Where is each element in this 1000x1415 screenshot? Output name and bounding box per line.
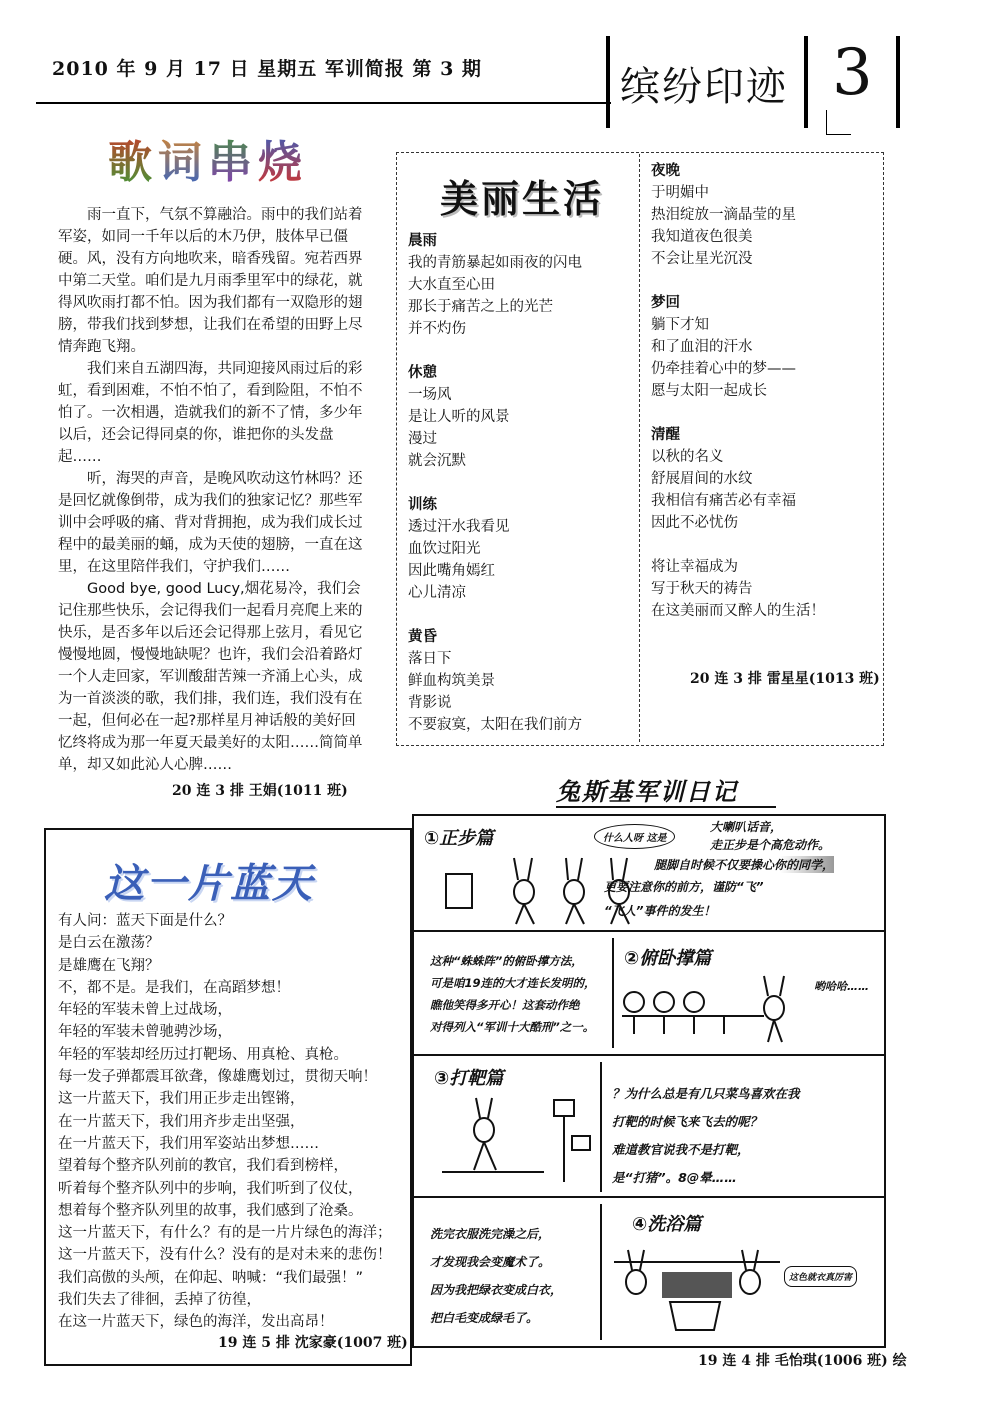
poem-line: 将让幸福成为 <box>651 559 738 575</box>
header-rule <box>36 102 611 104</box>
poem-signature: 20 连 3 排 雷星星(1013 班) <box>690 671 880 687</box>
poem-section-heading: 夜晚 <box>651 163 680 179</box>
poem-line: 鲜血构筑美景 <box>408 673 495 689</box>
poem-stanza-gap <box>408 736 636 758</box>
poem-line: 透过汗水我看见 <box>408 519 510 535</box>
comic-caption-line: 把白毛变成绿毛了。 <box>430 1311 539 1325</box>
panel-1-text: 大喇叭话音， <box>710 820 783 834</box>
comic-caption-line: 洗完衣服洗完澡之后， <box>430 1227 551 1241</box>
comic-panel-3 <box>412 1054 886 1200</box>
column-divider <box>639 154 640 742</box>
page-number: 3 <box>832 36 873 110</box>
poem-line: 不要寂寞，太阳在我们前方 <box>408 717 582 733</box>
lyrics-title-char: 歌 <box>108 126 158 190</box>
blue-sky-line: 在一片蓝天下，我们用齐步走出坚强， <box>58 1113 305 1130</box>
poem-line: 那长于痛苦之上的光芒 <box>408 299 553 315</box>
panel-1-text: “飞人”事件的发生！ <box>604 904 716 918</box>
poem-line: 我知道夜色很美 <box>651 229 753 245</box>
lyrics-paragraph: 听，海哭的声音，是晚风吹动这竹林吗？还是回忆就像倒带，成为我们的独家记忆？那些军训中会呼吸的痛、背对背拥抱，成为我们成长过程中的最美丽的蛹，成为天使的翅膀，一直在这里，在这里陪伴我们，守护我们…… <box>58 471 363 575</box>
panel-2-title: ②俯卧撑篇 <box>624 948 712 969</box>
poem-line: 愿与太阳一起成长 <box>651 383 767 399</box>
laundry-drawing <box>610 1232 786 1342</box>
poem-stanza-gap <box>651 402 877 424</box>
lyrics-paragraph: 我们来自五湖四海，共同迎接风雨过后的彩虹，看到困难，不怕不怕了，看到险阻，不怕不怕了。一次相遇，造就我们的新不了情，多少年以后，还会记得同桌的你，谁把你的头发盘起…… <box>58 361 363 465</box>
blue-sky-line: 不，都不是。是我们，在高蹈梦想！ <box>58 979 290 996</box>
beautiful-life-title: 美丽生活 <box>440 176 605 221</box>
comic-panel-4 <box>412 1196 886 1348</box>
panel-1-title: ①正步篇 <box>424 828 494 849</box>
poem-line: 落日下 <box>408 651 452 667</box>
header-divider <box>896 36 900 128</box>
poem-line: 在这美丽而又醉人的生活！ <box>651 603 825 619</box>
comic-caption-line: 这种“蛛蛛阵”的俯卧撑方法， <box>430 954 583 968</box>
blue-sky-signature: 19 连 5 排 沈家豪(1007 班) <box>218 1335 408 1351</box>
lyrics-title <box>108 126 308 190</box>
poem-line: 仍牵挂着心中的梦—— <box>651 361 796 377</box>
corner-mark <box>826 110 851 135</box>
panel-1-speech-bubble: 什么人呀 这是 <box>594 824 675 849</box>
lyrics-title-char: 串 <box>208 126 258 190</box>
blue-sky-line: 我们失去了徘徊，丢掉了彷徨， <box>58 1292 261 1309</box>
poem-section-heading: 晨雨 <box>408 233 437 249</box>
blue-sky-line: 是雄鹰在飞翔？ <box>58 957 160 974</box>
poem-stanza-gap <box>651 270 877 292</box>
blue-sky-line: 这一片蓝天下，我们用正步走出铿锵， <box>58 1091 305 1108</box>
poem-line: 于明媚中 <box>651 185 709 201</box>
poem-line: 一场风 <box>408 387 452 403</box>
blue-sky-line: 在一片蓝天下，我们用军姿站出梦想…… <box>58 1135 319 1152</box>
blue-sky-body <box>58 910 406 1334</box>
panel-3-title: ③打靶篇 <box>434 1068 504 1089</box>
poem-stanza-gap <box>408 604 636 626</box>
poem-left-column <box>408 230 636 758</box>
poem-section-heading: 清醒 <box>651 427 680 443</box>
blue-sky-line: 每一发子弹都震耳欲聋，像雄鹰划过，贯彻天响！ <box>58 1069 377 1086</box>
poem-line: 我的青筋暴起如雨夜的闪电 <box>408 255 582 271</box>
comic-panel-1 <box>412 814 886 934</box>
header-divider <box>606 36 610 128</box>
lyrics-title-text <box>108 126 308 190</box>
poem-line: 躺下才知 <box>651 317 709 333</box>
poem-section-heading: 训练 <box>408 497 437 513</box>
panel-4-title: ④洗浴篇 <box>632 1214 702 1235</box>
panel-4-speech-bubble: 这色就衣真厉害 <box>784 1266 857 1287</box>
panel-divider <box>600 1204 602 1340</box>
sign-board <box>446 874 472 908</box>
blue-sky-line: 这一片蓝天下，没有什么？没有的是对未来的悲伤！ <box>58 1247 392 1264</box>
poem-line: 背影说 <box>408 695 452 711</box>
blue-sky-line: 年轻的军装未曾驰骋沙场， <box>58 1024 232 1041</box>
comic-caption-line: 难道教官说我不是打靶， <box>612 1142 750 1157</box>
poem-section-heading: 休憩 <box>408 365 437 381</box>
poem-line: 和了血泪的汗水 <box>651 339 753 355</box>
poem-section-heading: 梦回 <box>651 295 680 311</box>
header-divider <box>804 36 808 128</box>
blue-sky-line: 是白云在激荡？ <box>58 935 160 952</box>
poem-line: 心儿清凉 <box>408 585 466 601</box>
poem-stanza-gap <box>651 534 877 556</box>
lyrics-signature: 20 连 3 排 王娟(1011 班) <box>172 783 348 799</box>
panel-1-text: 走正步是个高危动作。 <box>710 838 831 852</box>
pushup-drawing <box>614 972 804 1052</box>
comic-panel-2 <box>412 930 886 1058</box>
blue-sky-line: 望着每个整齐队列前的教官，我们看到榜样， <box>58 1158 348 1175</box>
poem-line: 是让人听的风景 <box>408 409 510 425</box>
poem-line: 舒展眉间的水纹 <box>651 471 753 487</box>
poem-line: 就会沉默 <box>408 453 466 469</box>
panel-2-text <box>430 950 620 1038</box>
blue-sky-line: 在这一片蓝天下，绿色的海洋，发出高昂！ <box>58 1314 334 1331</box>
panel-3-text <box>612 1080 880 1192</box>
lyrics-paragraph: 雨一直下，气氛不算融洽。雨中的我们站着军姿，如同一千年以后的木乃伊，肢体早已僵硬。风，没有方向地吹来，暗香残留。宛若西界中第二天堂。咱们是九月雨季里军中的绿花，就得风吹雨打都不怕。因为我们都有一双隐形的翅膀，带我们找到梦想，让我们在希望的田野上尽情奔跑飞翔。 <box>58 207 363 355</box>
comic-caption-line: 可是咱19连的大才连长发明的， <box>430 976 596 990</box>
blue-sky-line: 想着每个整齐队列里的故事，我们感到了沧桑。 <box>58 1202 363 1219</box>
panel-1-text: 腿脚自时候不仅要操心你的同学， <box>654 858 835 872</box>
poem-line: 血饮过阳光 <box>408 541 481 557</box>
blue-sky-line: 听着每个整齐队列中的步响，我们听到了仪仗， <box>58 1180 363 1197</box>
lyrics-title-char: 词 <box>158 126 208 190</box>
comic-caption-line: 是“打猪”。8@晕…… <box>612 1170 737 1185</box>
comic-caption-line: 打靶的时候飞来飞去的呢？ <box>612 1114 763 1129</box>
blue-sky-title: 这一片蓝天 <box>104 860 314 907</box>
blue-sky-line: 有人问：蓝天下面是什么？ <box>58 913 232 929</box>
comic-caption-line: 瞧他笑得多开心！这套动作绝 <box>430 998 580 1012</box>
comic-title-underline <box>556 806 776 808</box>
lyrics-title-char: 烧 <box>258 126 308 190</box>
target-shooting-drawing <box>434 1090 594 1190</box>
panel-divider <box>600 1062 602 1192</box>
comic-caption-line: 才发现我会变魔术了。 <box>430 1255 551 1269</box>
poem-line: 不会让星光沉没 <box>651 251 753 267</box>
blue-sky-line: 这一片蓝天下，有什么？有的是一片片绿色的海洋； <box>58 1225 392 1242</box>
comic-title: 兔斯基军训日记 <box>556 778 738 806</box>
comic-signature: 19 连 4 排 毛怡琪(1006 班) 绘 <box>698 1353 907 1369</box>
poem-stanza-gap <box>651 622 877 644</box>
poem-line: 因此嘴角嫣红 <box>408 563 495 579</box>
blue-sky-line: 年轻的军装却经历过打靶场、用真枪、真枪。 <box>58 1046 348 1063</box>
poem-line: 热泪绽放一滴晶莹的星 <box>651 207 796 223</box>
panel-4-text <box>430 1220 610 1332</box>
blue-sky-line: 我们高傲的头颅，在仰起、呐喊：“我们最强！” <box>58 1269 364 1286</box>
poem-line: 因此不必忧伤 <box>651 515 738 531</box>
blue-sky-line: 年轻的军装未曾上过战场， <box>58 1002 232 1019</box>
section-title: 缤纷印迹 <box>620 64 788 110</box>
poem-line: 漫过 <box>408 431 437 447</box>
poem-line: 大水直至心田 <box>408 277 495 293</box>
lyrics-body <box>58 204 370 776</box>
poem-stanza-gap <box>408 340 636 362</box>
poem-line: 以秋的名义 <box>651 449 724 465</box>
poem-right-column <box>651 160 877 644</box>
poem-stanza-gap <box>408 472 636 494</box>
poem-line: 写于秋天的祷告 <box>651 581 753 597</box>
comic-caption-line: 对得列入“军训十大酷刑”之一。 <box>430 1020 595 1034</box>
comic-caption-line: 因为我把绿衣变成白衣， <box>430 1283 563 1297</box>
panel-1-text: 更要注意你的前方，谨防“飞” <box>604 880 764 894</box>
issue-date-line: 2010 年 9 月 17 日 星期五 军训简报 第 3 期 <box>52 58 482 80</box>
lyrics-paragraph: Good bye, good Lucy,烟花易冷，我们会记住那些快乐，会记得我们一起看月亮爬上来的快乐，是否多年以后还会记得那上弦月，看见它慢慢地圆，慢慢地缺呢？也许，我们会沿着路灯一个人走回家，军训酸甜苦辣一齐涌上心头，成为一首淡淡的歌，我们排，我们连，我们没有在一起，但何必在一起?那样星月神话般的美好回忆终将成为那一年夏天最美好的太阳……简简单单，却又如此沁人心脾…… <box>58 581 363 773</box>
poem-line: 我相信有痛苦必有幸福 <box>651 493 796 509</box>
poem-line: 并不灼伤 <box>408 321 466 337</box>
panel-2-sound: 哟哈哈…… <box>814 980 869 993</box>
poem-section-heading: 黄昏 <box>408 629 437 645</box>
comic-caption-line: ？为什么总是有几只菜鸟喜欢在我 <box>612 1086 800 1101</box>
